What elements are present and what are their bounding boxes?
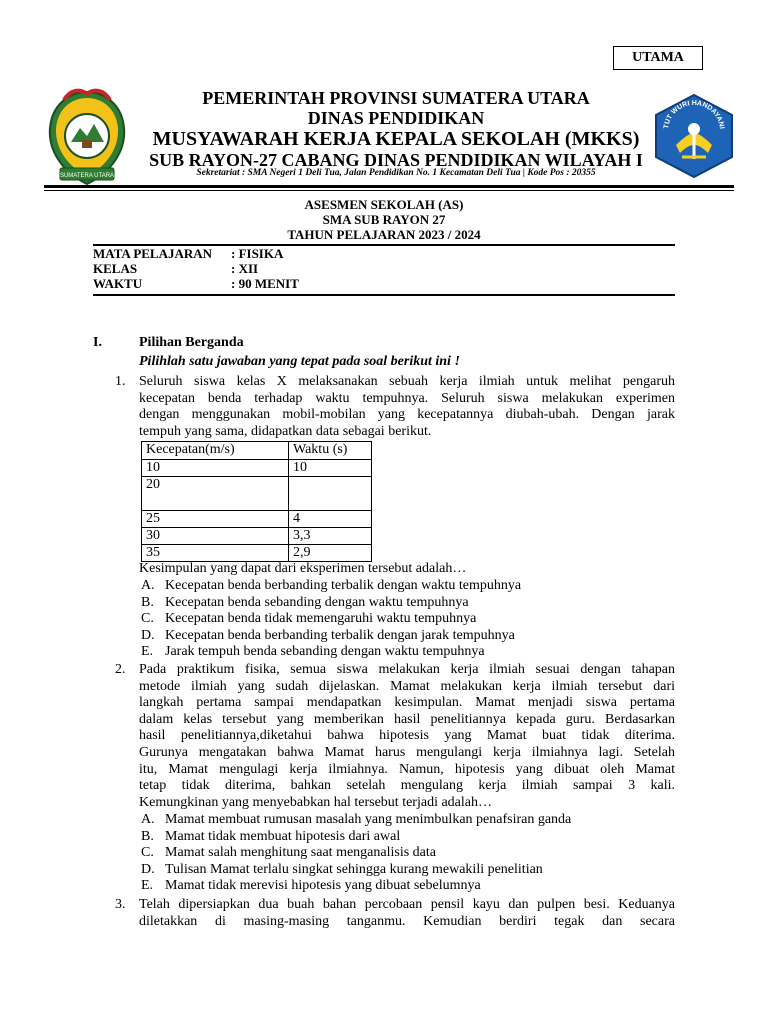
letterhead-organization: MUSYAWARAH KERJA KEPALA SEKOLAH (MKKS): [152, 128, 640, 150]
exam-type-badge: UTAMA: [613, 46, 703, 70]
svg-text:SUMATERA UTARA: SUMATERA UTARA: [59, 173, 115, 179]
question-line: Kemungkinan yang menyebabkan hal tersebut terjadi adalah…: [139, 794, 492, 810]
option-e[interactable]: E. Mamat tidak merevisi hipotesis yang dibuat sebelumnya: [141, 878, 481, 894]
table-cell: 25: [142, 511, 289, 528]
question-3-stem: [139, 897, 675, 930]
exam-meta: [93, 247, 675, 292]
letterhead-department: DINAS PENDIDIKAN: [307, 108, 485, 128]
question-line: Telah dipersiapkan dua buah bahan percobaan pensil kayu dan pulpen besi. Keduanya: [139, 897, 675, 912]
letterhead-province: PEMERINTAH PROVINSI SUMATERA UTARA: [202, 88, 590, 108]
question-2-options: [141, 812, 571, 895]
question-line: Seluruh siswa kelas X melaksanakan sebuah kerja ilmiah untuk melihat pengaruh: [139, 374, 675, 389]
table-row: [142, 477, 372, 511]
exam-subtitle: SMA SUB RAYON 27: [322, 212, 446, 227]
option-a[interactable]: A. Kecepatan benda berbanding terbalik dengan waktu tempuhnya: [141, 578, 522, 593]
meta-value-time: : 90 MENIT: [231, 276, 299, 291]
table-cell: 30: [142, 528, 289, 545]
question-3-number: 3.: [115, 897, 126, 912]
meta-label-subject: MATA PELAJARAN: [93, 246, 213, 261]
option-a[interactable]: A. Mamat membuat rumusan masalah yang menimbulkan penafsiran ganda: [141, 812, 572, 827]
svg-text:TUT WURI HANDAYANI: TUT WURI HANDAYANI: [663, 99, 725, 130]
table-cell: 35: [142, 545, 289, 562]
question-1-stem: [139, 374, 675, 440]
question-line: tetap tidak diterima, bahkan setelah mengulang kerja ilmiah sampai 3 kali.: [139, 778, 675, 794]
question-2-stem: [139, 662, 675, 811]
table-header: Waktu (s): [289, 442, 372, 460]
section-instruction: Pilihlah satu jawaban yang tepat pada soal berikut ini !: [139, 354, 460, 369]
exam-year: TAHUN PELAJARAN 2023 / 2024: [287, 227, 481, 242]
question-line: kecepatan benda terhadap waktu tempuhnya. Seluruh siswa melakukan experimen: [139, 390, 675, 406]
option-c[interactable]: C. Mamat salah menghitung saat menganalisis data: [141, 845, 436, 861]
question-1-number: 1.: [115, 374, 126, 389]
question-line: Pada praktikum fisika, semua siswa melakukan kerja ilmiah sesuai dengan tahapan: [139, 662, 675, 677]
section-number: I.: [93, 335, 102, 350]
question-line: diletakkan di masing-masing tanganmu. Kemudian berdiri tegak dan secara: [139, 913, 675, 929]
question-1-stem-after: Kesimpulan yang dapat dari eksperimen tersebut adalah…: [139, 561, 467, 576]
meta-value-subject: : FISIKA: [231, 246, 284, 261]
question-1-options: [141, 578, 521, 661]
option-b[interactable]: B. Mamat tidak membuat hipotesis dari awal: [141, 828, 401, 844]
section-title: Pilihan Berganda: [139, 335, 244, 350]
table-header: Kecepatan(m/s): [142, 442, 289, 460]
exam-title: ASESMEN SEKOLAH (AS): [304, 197, 464, 212]
question-line: tempuh yang sama, didapatkan data sebagai berikut.: [139, 423, 432, 439]
table-cell: [289, 477, 372, 511]
letterhead-secretariat: Sekretariat : SMA Negeri 1 Deli Tua, Jalan Pendidikan No. 1 Kecamatan Deli Tua | Kode Pos : 20355: [196, 168, 596, 178]
tut-wuri-handayani-logo: [652, 93, 736, 179]
table-row: [142, 545, 372, 562]
table-cell: 10: [142, 460, 289, 477]
question-line: dalam kelas tersebut yang memberikan hasil penelitiannya kepada guru. Berdasarkan: [139, 711, 675, 727]
question-line: metode ilmiah yang sudah dijelaskan. Mamat melakukan kerja ilmiah tersebut dari: [139, 678, 675, 694]
question-1-data-table: [141, 441, 372, 562]
option-d[interactable]: D. Tulisan Mamat terlalu singkat sehingga kurang mewakili penelitian: [141, 861, 543, 877]
province-emblem-logo: [44, 88, 130, 188]
table-cell: 4: [289, 511, 372, 528]
letterhead-subrayon: SUB RAYON-27 CABANG DINAS PENDIDIKAN WILAYAH I: [149, 150, 643, 170]
question-line: hasil penelitiannya,diketahui bahwa hipotesis yang Mamat buat tidak diterima.: [139, 728, 675, 744]
option-b[interactable]: B. Kecepatan benda sebanding dengan waktu tempuhnya: [141, 594, 469, 610]
table-cell: 10: [289, 460, 372, 477]
table-cell: 2,9: [289, 545, 372, 562]
letterhead-divider: [44, 185, 734, 188]
question-line: langkah pertama sampai mendapatkan kesimpulan. Mamat menjadi siswa pertama: [139, 695, 675, 711]
question-line: Gurunya mengatakan bahwa Mamat harus mengulangi kerja ilmiahnya lagi. Setelah: [139, 744, 675, 760]
meta-label-class: KELAS: [93, 261, 138, 276]
table-cell: 20: [142, 477, 289, 511]
exam-meta-bottom-rule: [93, 294, 675, 296]
question-line: dengan menggunakan mobil-mobilan yang kecepatannya diubah-ubah. Dengan jarak: [139, 407, 675, 423]
question-line: itu, Mamat mengulagi kerja ilmiahnya. Namun, hipotesis yang dibuat oleh Mamat: [139, 761, 675, 777]
meta-value-class: : XII: [231, 261, 259, 276]
letterhead-divider-thin: [44, 190, 734, 191]
table-row: [142, 460, 372, 477]
table-row: [142, 511, 372, 528]
option-c[interactable]: C. Kecepatan benda tidak memengaruhi waktu tempuhnya: [141, 611, 477, 627]
question-2-number: 2.: [115, 662, 126, 677]
option-e[interactable]: E. Jarak tempuh benda sebanding dengan waktu tempuhnya: [141, 644, 485, 660]
meta-label-time: WAKTU: [93, 276, 143, 291]
option-d[interactable]: D. Kecepatan benda berbanding terbalik dengan jarak tempuhnya: [141, 627, 515, 643]
table-cell: 3,3: [289, 528, 372, 545]
table-row: [142, 528, 372, 545]
